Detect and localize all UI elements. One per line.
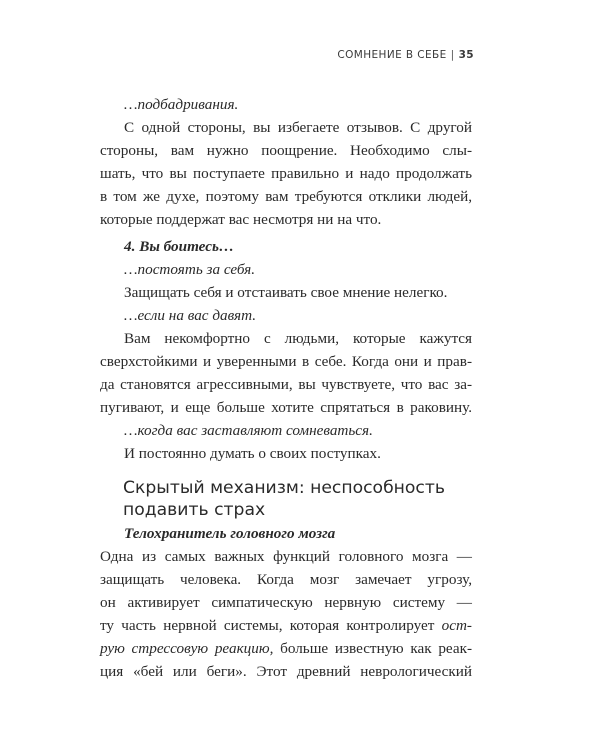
text-line: …постоять за себя. <box>124 261 256 278</box>
text-line: шать, что вы поступаете правильно и надо продолжать <box>100 165 472 182</box>
text-segment-italic: ост- <box>441 617 472 634</box>
text-line: …когда вас заставляют сомневаться. <box>124 422 373 439</box>
text-line: С одной стороны, вы избегаете отзывов. С другой <box>124 119 472 136</box>
text-line: в том же духе, поэтому вам требуются отклики людей, <box>100 188 472 205</box>
text-line: …если на вас давят. <box>124 307 257 324</box>
subsection-heading <box>100 522 472 545</box>
text-segment-italic: рую стрессовую реакцию, <box>100 640 274 657</box>
text-line: он активирует симпатическую нервную систему — <box>100 594 472 611</box>
chapter-title: СОМНЕНИЕ В СЕБЕ <box>337 49 447 61</box>
paragraph-brain-bodyguard <box>100 545 472 683</box>
text-line: Вам некомфортно с людьми, которые кажутся <box>124 330 472 347</box>
section-you-fear <box>100 235 472 465</box>
text-line: сверхстойкими и уверенными в себе. Когда они и прав- <box>100 353 472 370</box>
text-line <box>100 637 472 660</box>
text-line: Защищать себя и отстаивать свое мнение нелегко. <box>124 284 448 301</box>
text-line: которые поддержат вас несмотря ни на что. <box>100 211 382 228</box>
text-line: …подбадривания. <box>124 96 239 113</box>
paragraph-encouragement <box>100 93 472 231</box>
running-head <box>337 49 474 61</box>
heading-line: Скрытый механизм: неспособность <box>123 478 446 498</box>
subheading-text: Телохранитель головного мозга <box>124 525 336 542</box>
text-segment: больше известную как реак- <box>280 640 473 657</box>
list-item-title: 4. Вы боитесь… <box>124 238 235 255</box>
text-line: Одна из самых важных функций головного мозга — <box>100 548 472 565</box>
text-line: защищать человека. Когда мозг замечает угрозу, <box>100 571 472 588</box>
text-line: да становятся агрессивными, вы чувствуете, что вас за- <box>100 376 472 393</box>
page-number: 35 <box>458 49 474 61</box>
text-line: пугивают, и еще больше хотите спрятаться в раковину. <box>100 399 472 416</box>
text-line <box>100 614 472 637</box>
text-segment: ту часть нервной системы, которая контролирует <box>100 617 435 634</box>
section-heading <box>123 477 463 521</box>
text-line: И постоянно думать о своих поступках. <box>124 445 381 462</box>
text-line: стороны, вам нужно поощрение. Необходимо слы- <box>100 142 472 159</box>
header-separator: | <box>450 49 455 61</box>
heading-line: подавить страх <box>123 500 266 520</box>
text-line: ция «бей или беги». Этот древний неврологический <box>100 663 472 680</box>
